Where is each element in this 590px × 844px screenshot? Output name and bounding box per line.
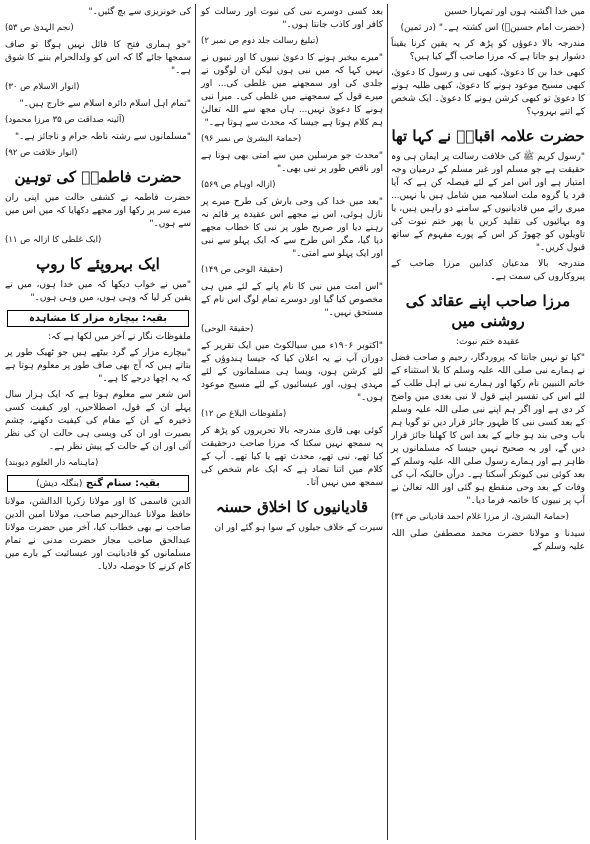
paragraph: میں خدا اگشتہ ہوں اور تمہارا حسین (444, 7, 585, 17)
box-title: بقیہ: سنام گنج (85, 478, 160, 489)
paragraph: اس شعر سے معلوم ہوتا ہے کہ ایک ہزار سال پہلے ان کے قول، اصطلاحیں، اور کیفیت کسی ذخیرہ کے ان کے مقام کی کیفیت دکھنے، چشم بصیرت اور ان کی ویسی ہی حالت ان کی نظر آئی اور ان کے حالت کے پیش نظر ہے۔ (5, 390, 191, 452)
citation: (آئینہ صداقت ص ۳۵ مرزا محمود) (5, 115, 125, 125)
continued-box-heading (7, 310, 189, 327)
box-subtitle: (بنگلہ دیش) (36, 479, 83, 489)
column-divider (195, 4, 196, 840)
heading-behroop: ایک بہروپئے کا روپ (36, 255, 160, 273)
paragraph: "جو ہماری فتح کا قائل نہیں ہوگا تو صاف سمجھا جائے گا کہ اس کو ولدالحرام بننے کا شوق ہے۔" (5, 40, 191, 76)
paragraph: حضرت فاطمہ نے کشفی حالت میں اپنی ران میرے سر پر رکھا اور مجھے دکھایا کہ میں اس میں سے ہوں۔" (5, 193, 191, 229)
subheading-khatm-nabuwwat: عقیدہ ختم نبوت: (455, 337, 520, 347)
heading-iqbal: حضرت علامہ اقبالؒ نے کہا تھا (391, 127, 585, 145)
col1-top (391, 6, 585, 119)
citation: (ازالہ اوہام ص ۵۶۹) (201, 180, 276, 190)
paragraph: (حضرت امام حسینؓ) اس کشتہ ہے۔" (در ثمین) (400, 23, 585, 33)
citation: (حقیقۃ الوحی) (201, 324, 254, 334)
heading-fatima: حضرت فاطمہؓ کی توہین (14, 168, 182, 186)
continued-box-heading (7, 475, 189, 492)
column-middle (198, 6, 386, 840)
citation: (حمامۃ البشریٰ ص نمبر ۹۶) (201, 134, 302, 144)
paragraph: "بیچارے مزار کے گرد بیٹھے ہیں جو ٹھیک طور پر بتاتے ہیں کہ آج بھی صاف طور پر معلوم ہوتا ہے کہ یہ اچھا درجے کا ہے۔" (5, 348, 191, 384)
paragraph: کبھی خدا بن کا دعویٰ، کبھی نبی و رسول کا دعویٰ، کبھی مسیح موعود ہونے کا دعویٰ، کبھی ظلیہ ہونے کا دعویٰ تو کبھی کرشن ہونے کا دعویٰ۔ ایک شخص کے اتنے بہروپ؟ (391, 68, 585, 117)
paragraph: "میں نے خواب دیکھا کہ میں خدا ہوں، میں نے یقین کر لیا کہ وہی ہوں، میں وہی ہوں۔" (5, 280, 191, 303)
paragraph: سیدنا و مولانا حضرت محمد مصطفیٰ صلی اللہ علیہ وسلم کے (391, 529, 585, 552)
paragraph: مندرجہ بالا مدعیان کذابین مرزا صاحب کے پیروکاروں کی سمت ہے۔ (391, 259, 585, 282)
paragraph: "رسول کریم ﷺ کی خلافت رسالت پر ایمان ہی وہ حقیقت ہے جو مسلم اور غیر مسلم کے درمیان وجہ امتیاز ہے اور اس امر کے لئے فیصلہ کن ہے کہ آیا فرد یا گروہ ملت اسلامیہ میں شامل ہیں یا نہیں... میری رائے میں قادیانیوں کے سامنے دو راہیں ہیں، یا وہ بہائیوں کی تقلید کریں یا پھر ختم نبوت کی تاویلوں کو چھوڑ کر اس کے پورے مفہوم کے ساتھ قبول کریں۔" (391, 152, 585, 253)
paragraph: کی خونریزی سے بچ گئیں۔" (88, 7, 191, 17)
column-divider (387, 4, 388, 840)
citation: (ایک غلطی کا ازالہ ص ۱۱) (5, 235, 102, 245)
paragraph: "میرے بیخبر ہونے کا دعویٰ نبیوں کا اور نبیوں نے نہیں کہا کہ میں نبی ہوں لیکن ان لوگوں نے جلدی کی اور سمجھنے میں غلطی کی... اور میرے قول کے سمجھنے میں غلطی کی۔ میرا نبی ہونے کا دعویٰ نہیں... ہاں مجھ سے اللہ تعالیٰ ہم کلام ہوتا ہے جیسا کہ محدث سے ہوتا ہے۔" (201, 53, 383, 128)
paragraph: بعد کسی دوسرے نبی کی نبوت اور رسالت کو کافر اور کاذب جانتا ہوں۔" (201, 7, 383, 30)
paragraph: "مسلمانوں سے رشتہ ناطہ حرام و ناجائز ہے۔" (14, 132, 191, 142)
paragraph: "محدث جو مرسلین میں سے امتی بھی ہوتا ہے اور ناقص طور پر نبی بھی۔" (201, 151, 383, 174)
citation: (حمامۃ البشریٰ، از مرزا غلام احمد قادیانی ص ۳۴) (391, 512, 569, 522)
citation: (انوار الاسلام ص ۳۰) (5, 82, 80, 92)
citation: (تبلیغ رسالت جلد دوم ص نمبر ۲) (201, 36, 319, 46)
citation: (حقیقۃ الوحی ص ۱۴۹) (201, 265, 283, 275)
heading-akhlaq: قادیانیوں کا اخلاق حسنہ (215, 498, 368, 516)
paragraph: "کیا تو نہیں جانتا کہ پروردگار، رحیم و صاحب فضل نے ہمارے نبی صلی اللہ علیہ وسلم کا بلا استثناء کے خاتم النبیین نام رکھا اور ہمارے نبی نے اہل طلب کے لئے اس کی تفسیر اپنے قول لا نبی بعدی میں واضح کر دی ہے اور اگر ہم اپنے نبی صلی اللہ علیہ وسلم کے بعد کسی نبی کا ظہور جائز قرار دیں تو گویا ہم باب وحی بند ہو جانے کے بعد اس کا کھلنا جائز قرار دیں گے، اور یہ صحیح نہیں جیسا کہ مسلمانوں پر ظاہر ہے اور ہمارے رسول صلی اللہ علیہ وسلم کے بعد کوئی نبی کیونکر آسکتا ہے۔ درآں حالیکہ آپ کی وفات کے بعد وحی منقطع ہو گئی اور اللہ تعالیٰ نے آپ پر نبیوں کا خاتمہ فرما دیا۔" (391, 353, 585, 506)
paragraph: "اس امت میں نبی کا نام پانے کے لئے میں ہی مخصوص کیا گیا اور دوسرے تمام لوگ اس نام کے مستحق نہیں۔" (201, 282, 383, 318)
heading-mirza-aqaid: مرزا صاحب اپنے عقائد کی روشنی میں (405, 292, 571, 330)
column-left (2, 6, 194, 840)
paragraph: "بعد میں خدا کی وحی بارش کی طرح میرے پر نازل ہوئی، اس نے مجھے اس عقیدہ پر قائم نہ رہنے دیا اور صریح طور پر نبی کا خطاب مجھے دیا گیا، مگر اس طرح سے کہ ایک پہلو سے نبی اور ایک پہلو سے امتی۔" (201, 197, 383, 259)
column-right (388, 6, 588, 840)
paragraph: کوئی بھی قاری مندرجہ بالا تحریروں کو پڑھ کر یہ سمجھ نہیں سکتا کہ مرزا صاحب درحقیقت کیا تھے، نبی تھے، محدث تھے یا کیا تھے۔ آپ کے کلام میں اتنا تضاد ہے کہ ایک عام شخص کی سمجھ میں نہیں آتا۔ (201, 426, 383, 488)
citation: (نجم الہدیٰ ص ۵۳) (5, 23, 74, 33)
paragraph: مندرجہ بالا دعوؤں کو پڑھ کر یہ یقین کرنا یقیناً دشوار ہو جاتا ہے کہ مرزا صاحب آگے کیا ہیں؟ (391, 39, 585, 62)
citation: (انوار خلافت ص ۹۲) (5, 148, 78, 158)
citation: (ماہنامہ دار العلوم دیوبند) (5, 458, 99, 468)
box-title: بقیہ: بیچارہ مزار کا مشاہدہ (28, 313, 168, 324)
citation: (ملفوظات البلاغ ص ۱۲) (201, 409, 287, 419)
paragraph: "تمام اہل اسلام دائرہ اسلام سے خارج ہیں۔" (19, 99, 191, 109)
paragraph: "اکتوبر ۱۹۰۶ء میں سیالکوٹ میں ایک تقریر کے دوران آپ نے یہ اعلان کیا کہ جیسا ہندوؤں کے لئے کرشن ہوں، ویسا ہی مسلمانوں کے لئے مہدی ہوں، اور عیسائیوں کے لئے مسیح موعود ہوں۔" (201, 341, 384, 403)
paragraph: سیرت کے خلاف جیلوں کے سوا ہو گئے اور ان (214, 523, 383, 533)
paragraph: ملفوظات نگار نے آخر میں لکھا ہے کہ: (48, 332, 191, 342)
paragraph: الدین قاسمی کا اور مولانا زکریا الدالشن، مولانا حافظ مولانا عبدالرحیم صاحب، مولانا امین الدین صاحب نے بھی خطاب کیا، آخر میں حضرت مولانا عبدالحق صاحب مجاز حضرت مدنی نے تمام مسلمانوں کو قادیانیت اور عیسائیت کے بارے میں کام کرنے کا حوصلہ دلایا۔ (5, 497, 191, 572)
